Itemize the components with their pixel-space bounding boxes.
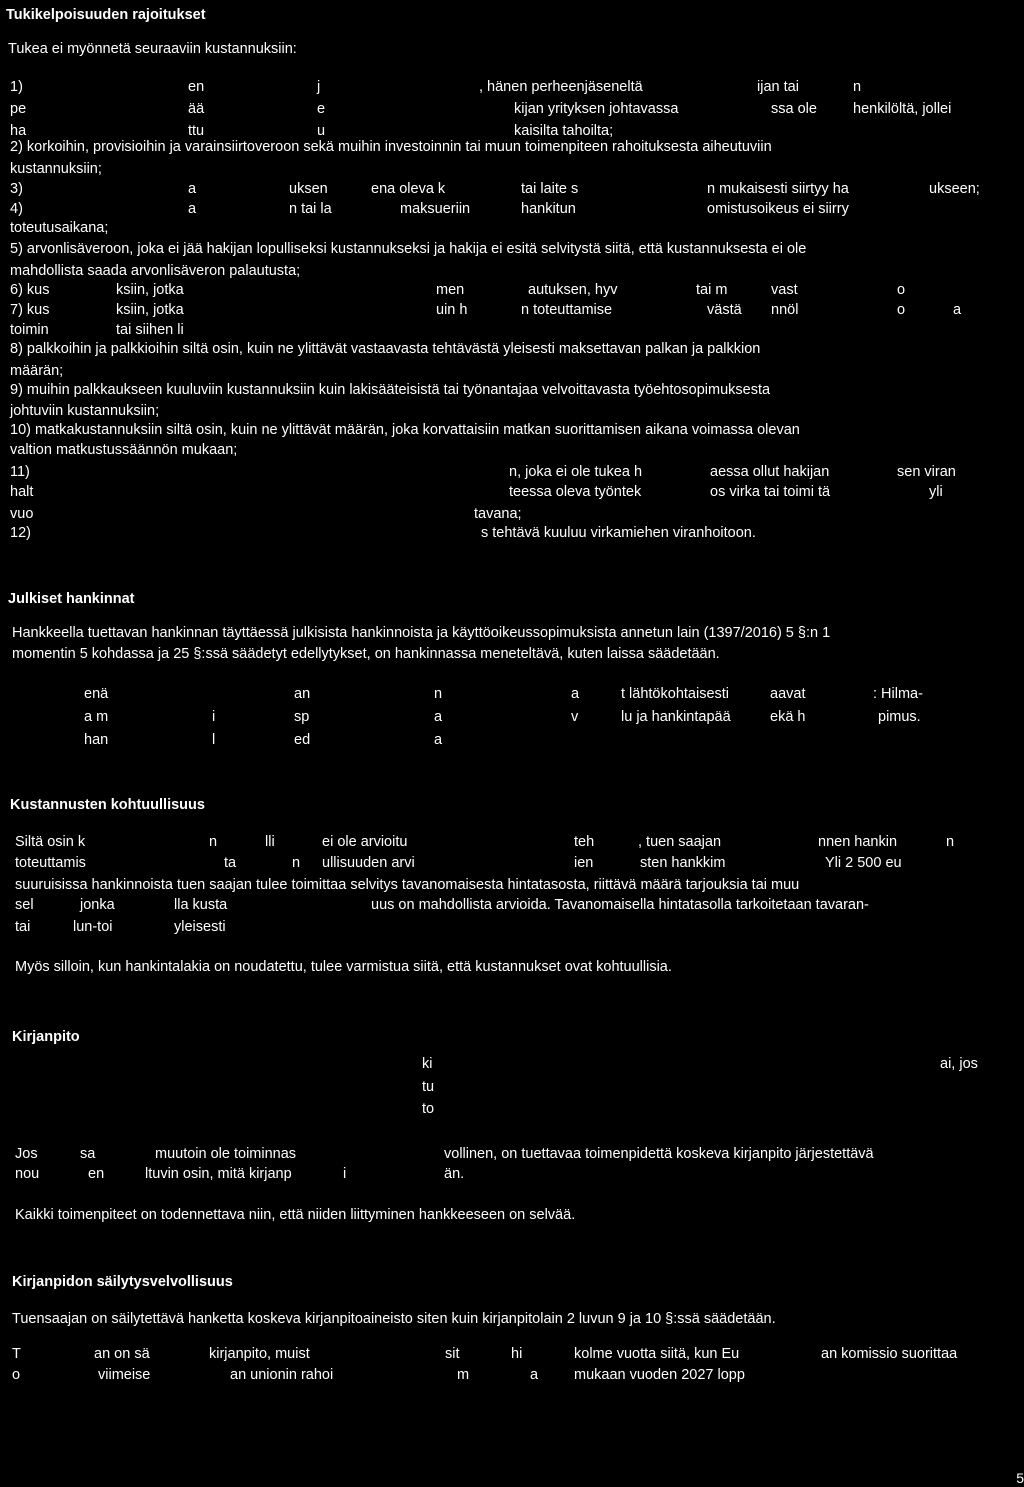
- tukikelpoisuus-line-6-frag-1: a: [188, 201, 197, 217]
- kirjanpito-line-4-frag-3: i: [343, 1166, 347, 1182]
- intro-text: Tukea ei myönnetä seuraaviin kustannuksiin:: [8, 41, 297, 57]
- tukikelpoisuus-line-22-frag-0: 12): [10, 525, 31, 541]
- tukikelpoisuus-line-10-frag-4: tai m: [696, 282, 728, 298]
- tukikelpoisuus-line-10-frag-6: o: [897, 282, 906, 298]
- kohtuullisuus-line-1-frag-3: ullisuuden arvi: [322, 855, 415, 871]
- kohtuullisuus-line-1-frag-4: ien: [574, 855, 594, 871]
- kohtuullisuus-line-1-frag-1: ta: [224, 855, 237, 871]
- julkiset-line-2-frag-1: an: [294, 686, 311, 702]
- kirjanpito-line-2-frag-0: to: [422, 1101, 435, 1117]
- kirjanpito-line-3-frag-0: Jos: [15, 1146, 38, 1162]
- tukikelpoisuus-line-0-frag-3: , hänen perheenjäseneltä: [479, 79, 643, 95]
- kohtuullisuus-line-0-frag-5: , tuen saajan: [638, 834, 722, 850]
- sailytys-line-2-frag-4: a: [530, 1367, 539, 1383]
- kohtuullisuus-line-1-frag-5: sten hankkim: [640, 855, 726, 871]
- tukikelpoisuus-line-20-frag-3: yli: [929, 484, 943, 500]
- julkiset-line-3-frag-0: a m: [84, 709, 109, 725]
- sailytys-line-1-frag-2: kirjanpito, muist: [209, 1346, 310, 1362]
- sailytys-line-2-frag-2: an unionin rahoi: [230, 1367, 334, 1383]
- kohtuullisuus-line-1-frag-2: n: [292, 855, 301, 871]
- sailytys-line-1-frag-0: T: [12, 1346, 21, 1362]
- heading-julkiset: Julkiset hankinnat: [8, 591, 135, 607]
- kirjanpito-line-4-frag-1: en: [88, 1166, 105, 1182]
- tukikelpoisuus-line-6-frag-4: hankitun: [521, 201, 576, 217]
- page-number: 5: [1016, 1470, 1024, 1486]
- tukikelpoisuus-line-5-frag-0: 3): [10, 181, 23, 197]
- tukikelpoisuus-line-12-frag-0: toimin: [10, 322, 49, 338]
- kirjanpito-line-0-frag-1: ai, jos: [940, 1056, 978, 1072]
- tukikelpoisuus-line-19-frag-2: aessa ollut hakijan: [710, 464, 830, 480]
- kohtuullisuus-line-4-frag-1: lun-toi: [73, 919, 113, 935]
- julkiset-line-3-frag-3: a: [434, 709, 443, 725]
- julkiset-line-3-frag-6: ekä h: [770, 709, 806, 725]
- julkiset-line-2-frag-5: aavat: [770, 686, 806, 702]
- julkiset-line-2-frag-3: a: [571, 686, 580, 702]
- kohtuullisuus-line-0-frag-7: n: [946, 834, 955, 850]
- kohtuullisuus-line-3-frag-1: jonka: [80, 897, 115, 913]
- kohtuullisuus-line-4-frag-0: tai: [15, 919, 31, 935]
- kohtuullisuus-line-3-frag-3: uus on mahdollista arvioida. Tavanomaisella hintatasolla tarkoitetaan tavaran-: [371, 897, 869, 913]
- kirjanpito-line-4-frag-4: än.: [444, 1166, 465, 1182]
- kirjanpito-line-4-frag-2: ltuvin osin, mitä kirjanp: [145, 1166, 292, 1182]
- tukikelpoisuus-line-5-frag-5: n mukaisesti siirtyy ha: [707, 181, 849, 197]
- tukikelpoisuus-line-11-frag-7: a: [953, 302, 962, 318]
- tukikelpoisuus-line-11-frag-0: 7) kus: [10, 302, 50, 318]
- julkiset-line-2-frag-4: t lähtökohtaisesti: [621, 686, 730, 702]
- kirjanpito-line-0-frag-0: ki: [422, 1056, 433, 1072]
- tukikelpoisuus-line-12-frag-1: tai siihen li: [116, 322, 184, 338]
- kirjanpito-line-1-frag-0: tu: [422, 1079, 435, 1095]
- tukikelpoisuus-line-10-frag-2: men: [436, 282, 465, 298]
- sailytys-line-1-frag-3: sit: [445, 1346, 460, 1362]
- kohtuullisuus-line-2-frag-0: suuruisissa hankinnoista tuen saajan tulee toimittaa selvitys tavanomaisesta hintatasosta, riittävä määrä tarjouksia tai muu: [15, 877, 800, 893]
- sailytys-line-1-frag-1: an on sä: [94, 1346, 150, 1362]
- heading-tukikelpoisuus: Tukikelpoisuuden rajoitukset: [6, 7, 206, 23]
- tukikelpoisuus-line-1-frag-0: pe: [10, 101, 27, 117]
- julkiset-line-2-frag-6: : Hilma-: [873, 686, 923, 702]
- kohtuullisuus-line-0-frag-4: teh: [574, 834, 595, 850]
- tukikelpoisuus-line-4-frag-0: kustannuksiin;: [10, 161, 102, 177]
- tukikelpoisuus-line-14-frag-0: määrän;: [10, 363, 64, 379]
- kohtuullisuus-line-4-frag-2: yleisesti: [174, 919, 226, 935]
- tukikelpoisuus-line-5-frag-1: a: [188, 181, 197, 197]
- tukikelpoisuus-line-10-frag-1: ksiin, jotka: [116, 282, 184, 298]
- tukikelpoisuus-line-1-frag-2: e: [317, 101, 326, 117]
- kohtuullisuus-line-0-frag-2: lli: [265, 834, 275, 850]
- tukikelpoisuus-line-11-frag-6: o: [897, 302, 906, 318]
- kohtuullisuus-line-1-frag-6: Yli 2 500 eu: [825, 855, 902, 871]
- sailytys-line-1-frag-6: an komissio suorittaa: [821, 1346, 958, 1362]
- tukikelpoisuus-line-6-frag-3: maksueriin: [400, 201, 471, 217]
- tukikelpoisuus-line-5-frag-4: tai laite s: [521, 181, 579, 197]
- tukikelpoisuus-line-1-frag-4: ssa ole: [771, 101, 817, 117]
- kohtuullisuus-line-5-frag-0: Myös silloin, kun hankintalakia on noudatettu, tulee varmistua siitä, että kustannukset ovat kohtuullisia.: [15, 959, 672, 975]
- tukikelpoisuus-line-10-frag-3: autuksen, hyv: [528, 282, 618, 298]
- tukikelpoisuus-line-2-frag-1: ttu: [188, 123, 205, 139]
- julkiset-line-4-frag-2: ed: [294, 732, 311, 748]
- tukikelpoisuus-line-0-frag-0: 1): [10, 79, 23, 95]
- julkiset-line-3-frag-4: v: [571, 709, 579, 725]
- kirjanpito-line-3-frag-1: sa: [80, 1146, 96, 1162]
- tukikelpoisuus-line-1-frag-5: henkilöltä, jollei: [853, 101, 952, 117]
- tukikelpoisuus-line-15-frag-0: 9) muihin palkkaukseen kuuluviin kustannuksiin kuin lakisääteisistä tai työnantajaa velvoittavasta työehtosopimuksesta: [10, 382, 771, 398]
- julkiset-line-4-frag-3: a: [434, 732, 443, 748]
- tukikelpoisuus-line-20-frag-0: halt: [10, 484, 34, 500]
- kohtuullisuus-line-0-frag-1: n: [209, 834, 218, 850]
- tukikelpoisuus-line-21-frag-0: vuo: [10, 506, 34, 522]
- tukikelpoisuus-line-10-frag-0: 6) kus: [10, 282, 50, 298]
- kohtuullisuus-line-0-frag-3: ei ole arvioitu: [322, 834, 408, 850]
- sailytys-line-2-frag-3: m: [457, 1367, 470, 1383]
- kirjanpito-line-4-frag-0: nou: [15, 1166, 40, 1182]
- tukikelpoisuus-line-6-frag-5: omistusoikeus ei siirry: [707, 201, 849, 217]
- kohtuullisuus-line-1-frag-0: toteuttamis: [15, 855, 86, 871]
- kirjanpito-line-3-frag-2: muutoin ole toiminnas: [155, 1146, 297, 1162]
- heading-kohtuullisuus: Kustannusten kohtuullisuus: [10, 797, 205, 813]
- tukikelpoisuus-line-6-frag-2: n tai la: [289, 201, 332, 217]
- julkiset-line-2-frag-0: enä: [84, 686, 109, 702]
- tukikelpoisuus-line-17-frag-0: 10) matkakustannuksiin siltä osin, kuin ne ylittävät määrän, joka korvattaisiin matkan suorittamisen aikana voimassa olevan: [10, 422, 800, 438]
- julkiset-line-2-frag-2: n: [434, 686, 443, 702]
- tukikelpoisuus-line-5-frag-3: ena oleva k: [371, 181, 446, 197]
- tukikelpoisuus-line-19-frag-1: n, joka ei ole tukea h: [509, 464, 643, 480]
- tukikelpoisuus-line-11-frag-4: västä: [707, 302, 742, 318]
- julkiset-line-1-frag-0: momentin 5 kohdassa ja 25 §:ssä säädetyt edellytykset, on hankinnassa meneteltävä, kuten laissa säädetään.: [12, 646, 720, 662]
- tukikelpoisuus-line-11-frag-2: uin h: [436, 302, 468, 318]
- julkiset-line-3-frag-1: i: [212, 709, 216, 725]
- tukikelpoisuus-line-11-frag-1: ksiin, jotka: [116, 302, 184, 318]
- kohtuullisuus-line-3-frag-2: lla kusta: [174, 897, 228, 913]
- tukikelpoisuus-line-16-frag-0: johtuviin kustannuksiin;: [10, 403, 160, 419]
- tukikelpoisuus-line-11-frag-3: n toteuttamise: [521, 302, 613, 318]
- tukikelpoisuus-line-2-frag-0: ha: [10, 123, 27, 139]
- julkiset-line-4-frag-0: han: [84, 732, 109, 748]
- tukikelpoisuus-line-19-frag-3: sen viran: [897, 464, 956, 480]
- kirjanpito-line-5-frag-0: Kaikki toimenpiteet on todennettava niin, että niiden liittyminen hankkeeseen on selvää.: [15, 1207, 576, 1223]
- sailytys-line-0-frag-0: Tuensaajan on säilytettävä hanketta koskeva kirjanpitoaineisto siten kuin kirjanpitolain 2 luvun 9 ja 10 §:ssä säädetään.: [12, 1311, 776, 1327]
- tukikelpoisuus-line-7-frag-0: toteutusaikana;: [10, 220, 109, 236]
- tukikelpoisuus-line-18-frag-0: valtion matkustussäännön mukaan;: [10, 442, 238, 458]
- tukikelpoisuus-line-2-frag-2: u: [317, 123, 326, 139]
- julkiset-line-4-frag-1: l: [212, 732, 216, 748]
- julkiset-line-3-frag-7: pimus.: [878, 709, 921, 725]
- tukikelpoisuus-line-10-frag-5: vast: [771, 282, 798, 298]
- tukikelpoisuus-line-11-frag-5: nnöl: [771, 302, 799, 318]
- sailytys-line-2-frag-1: viimeise: [98, 1367, 151, 1383]
- tukikelpoisuus-line-8-frag-0: 5) arvonlisäveroon, joka ei jää hakijan lopulliseksi kustannukseksi ja hakija ei esitä selvitystä siitä, että kustannuksesta ei ole: [10, 241, 807, 257]
- kirjanpito-line-3-frag-3: vollinen, on tuettavaa toimenpidettä koskeva kirjanpito järjestettävä: [444, 1146, 874, 1162]
- sailytys-line-1-frag-5: kolme vuotta siitä, kun Eu: [574, 1346, 740, 1362]
- tukikelpoisuus-line-1-frag-3: kijan yrityksen johtavassa: [514, 101, 679, 117]
- julkiset-line-3-frag-2: sp: [294, 709, 310, 725]
- kohtuullisuus-line-0-frag-0: Siltä osin k: [15, 834, 86, 850]
- heading-kirjanpito: Kirjanpito: [12, 1029, 80, 1045]
- tukikelpoisuus-line-20-frag-1: teessa oleva työntek: [509, 484, 642, 500]
- tukikelpoisuus-line-5-frag-6: ukseen;: [929, 181, 980, 197]
- heading-sailytys: Kirjanpidon säilytysvelvollisuus: [12, 1274, 233, 1290]
- sailytys-line-2-frag-0: o: [12, 1367, 21, 1383]
- tukikelpoisuus-line-2-frag-3: kaisilta tahoilta;: [514, 123, 614, 139]
- tukikelpoisuus-line-0-frag-2: j: [317, 79, 321, 95]
- tukikelpoisuus-line-13-frag-0: 8) palkkoihin ja palkkioihin siltä osin, kuin ne ylittävät vastaavasta tehtävästä yleisesti maksettavan palkan ja palkkion: [10, 341, 761, 357]
- tukikelpoisuus-line-0-frag-1: en: [188, 79, 205, 95]
- tukikelpoisuus-line-0-frag-4: ijan tai: [757, 79, 799, 95]
- tukikelpoisuus-line-22-frag-1: s tehtävä kuuluu virkamiehen viranhoitoon.: [481, 525, 756, 541]
- sailytys-line-2-frag-5: mukaan vuoden 2027 lopp: [574, 1367, 745, 1383]
- tukikelpoisuus-line-3-frag-0: 2) korkoihin, provisioihin ja varainsiirtoveroon sekä muihin investoinnin tai muun toimenpiteen rahoituksesta aiheutuviin: [10, 139, 772, 155]
- kohtuullisuus-line-3-frag-0: sel: [15, 897, 34, 913]
- julkiset-line-3-frag-5: lu ja hankintapää: [621, 709, 731, 725]
- tukikelpoisuus-line-9-frag-0: mahdollista saada arvonlisäveron palautusta;: [10, 263, 301, 279]
- tukikelpoisuus-line-5-frag-2: uksen: [289, 181, 328, 197]
- tukikelpoisuus-line-20-frag-2: os virka tai toimi tä: [710, 484, 831, 500]
- kohtuullisuus-line-0-frag-6: nnen hankin: [818, 834, 898, 850]
- tukikelpoisuus-line-19-frag-0: 11): [10, 464, 30, 480]
- tukikelpoisuus-line-1-frag-1: ää: [188, 101, 205, 117]
- julkiset-line-0-frag-0: Hankkeella tuettavan hankinnan täyttäessä julkisista hankinnoista ja käyttöoikeussopimuksista annetun lain (1397/2016) 5 §:n 1: [12, 625, 831, 641]
- tukikelpoisuus-line-0-frag-5: n: [853, 79, 862, 95]
- tukikelpoisuus-line-21-frag-1: tavana;: [474, 506, 522, 522]
- sailytys-line-1-frag-4: hi: [511, 1346, 523, 1362]
- tukikelpoisuus-line-6-frag-0: 4): [10, 201, 23, 217]
